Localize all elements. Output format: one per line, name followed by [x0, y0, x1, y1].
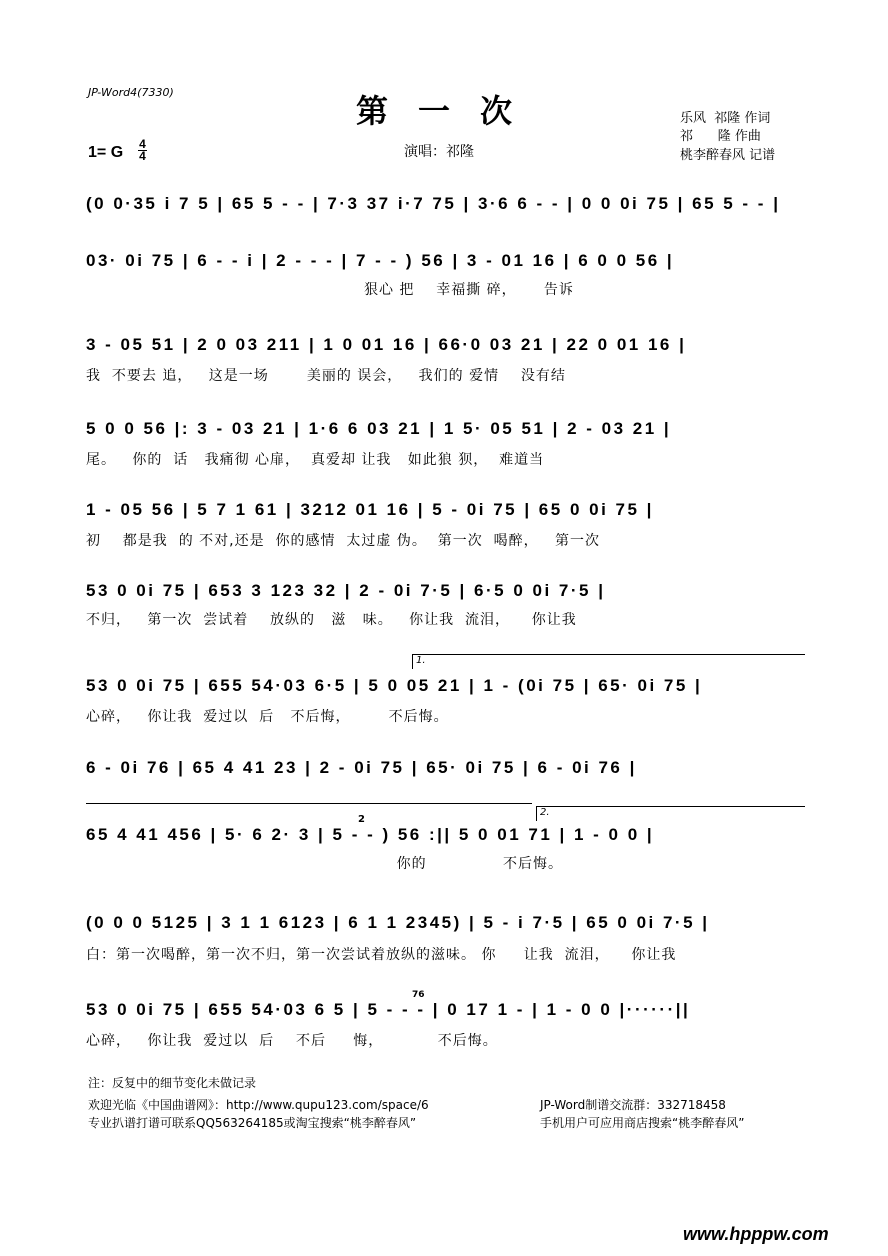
notation-row-5: 1 - 05 56 | 5 7 1 61 | 3212 01 16 | 5 - 0i 75 | 65 0 0i 75 | [86, 500, 654, 519]
lyric-row-2: 狠心 把 幸福撕 碎， 告诉 [86, 282, 574, 298]
notation-row-6: 53 0 0i 75 | 653 3 123 32 | 2 - 0i 7·5 | 6·5 0 0i 7·5 | [86, 581, 606, 600]
lyric-row-6: 不归， 第一次 尝试着 放纵的 滋 味。 你让我 流泪， 你让我 [86, 612, 577, 628]
key-signature: 1= G [88, 144, 124, 161]
notation-row-3: 3 - 05 51 | 2 0 03 211 | 1 0 01 16 | 66·0 03 21 | 22 0 01 16 | [86, 335, 687, 354]
first-ending-continuation [86, 803, 532, 804]
grace-note-row9: 2 [358, 814, 365, 825]
transcriber-credit: 桃李醉春风 记谱 [680, 148, 776, 163]
software-tag: JP-Word4(7330) [88, 86, 174, 99]
lyric-row-9: 你的 不后悔。 [86, 856, 563, 872]
footer-app: 手机用户可应用商店搜索“桃李醉春风” [540, 1116, 745, 1130]
lyric-row-11: 心碎， 你让我 爱过以 后 不后 悔， 不后悔。 [86, 1033, 498, 1049]
watermark: www.hpppw.com [683, 1224, 829, 1244]
footer-group: JP-Word制谱交流群：332718458 [540, 1098, 726, 1112]
time-signature-bottom: 4 [139, 149, 146, 163]
time-signature-top: 4 [139, 137, 146, 151]
notation-row-8: 6 - 0i 76 | 65 4 41 23 | 2 - 0i 75 | 65· 0i 75 | 6 - 0i 76 | [86, 758, 637, 777]
footer-website: 欢迎光临《中国曲谱网》：http://www.qupu123.com/space/6 [88, 1098, 429, 1112]
notation-row-10: (0 0 0 5125 | 3 1 1 6123 | 6 1 1 2345) | 5 - i 7·5 | 65 0 0i 7·5 | [86, 913, 710, 932]
composer-credit: 祁 隆 作曲 [680, 129, 761, 144]
footer-contact: 专业扒谱打谱可联系QQ563264185或淘宝搜索“桃李醉春风” [88, 1116, 417, 1130]
notation-row-9: 65 4 41 456 | 5· 6 2· 3 | 5 - - ) 56 :|| 5 0 01 71 | 1 - 0 0 | [86, 825, 655, 844]
lyric-row-10: 白：第一次喝醉，第一次不归，第一次尝试着放纵的滋味。 你 让我 流泪， 你让我 [86, 947, 677, 963]
notation-row-7: 53 0 0i 75 | 655 54·03 6·5 | 5 0 05 21 | 1 - (0i 75 | 65· 0i 75 | [86, 676, 703, 695]
first-ending-bracket [412, 654, 805, 669]
lyric-row-4: 尾。 你的 话 我痛彻 心扉， 真爱却 让我 如此狼 狈， 难道当 [86, 452, 545, 468]
time-signature [138, 139, 147, 162]
notation-row-2: 03· 0i 75 | 6 - - i | 2 - - - | 7 - - ) 56 | 3 - 01 16 | 6 0 0 56 | [86, 251, 675, 270]
lyric-row-3: 我 不要去 追， 这是一场 美丽的 误会， 我们的 爱情 没有结 [86, 368, 566, 384]
grace-note-row11: 76 [412, 990, 425, 1000]
lyric-row-7: 心碎， 你让我 爱过以 后 不后悔， 不后悔。 [86, 709, 449, 725]
lyric-row-5: 初 都是我 的 不对,还是 你的感情 太过虚 伪。 第一次 喝醉， 第一次 [86, 533, 601, 549]
footer-note: 注：反复中的细节变化未做记录 [88, 1076, 257, 1090]
notation-row-11: 53 0 0i 75 | 655 54·03 6 5 | 5 - - - | 0 17 1 - | 1 - 0 0 |······|| [86, 1000, 691, 1019]
notation-row-1: (0 0·35 i 7 5 | 65 5 - - | 7·3 37 i·7 75 | 3·6 6 - - | 0 0 0i 75 | 65 5 - - | [86, 194, 781, 213]
second-ending-bracket [536, 806, 805, 821]
notation-row-4: 5 0 0 56 |: 3 - 03 21 | 1·6 6 03 21 | 1 5· 05 51 | 2 - 03 21 | [86, 419, 672, 438]
song-title: 第一次 [356, 92, 543, 130]
second-ending-label: 2. [540, 807, 550, 818]
lyricist-credit: 乐风 祁隆 作词 [680, 111, 771, 126]
first-ending-label: 1. [416, 655, 426, 666]
singer: 演唱：祁隆 [404, 144, 474, 160]
